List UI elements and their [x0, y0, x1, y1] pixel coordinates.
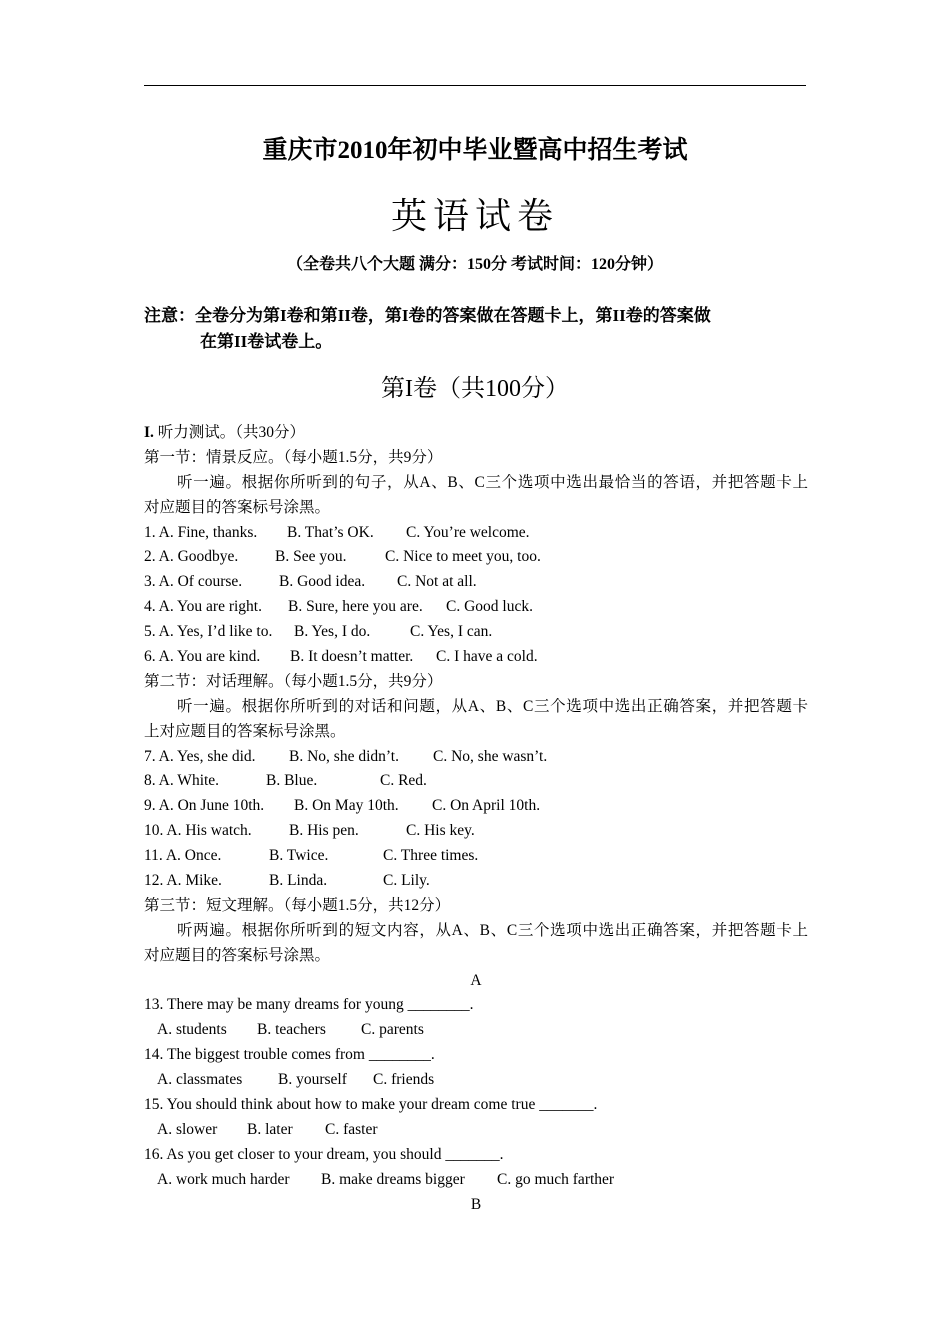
s2-heading: 第二节：对话理解。（每小题1.5分，共9分）: [144, 672, 443, 690]
option-c: C. friends: [373, 1071, 435, 1089]
option-c: C. Nice to meet you, too.: [385, 548, 541, 566]
section-heading: [144, 421, 808, 446]
question-row: [144, 844, 808, 869]
option-b: B. Blue.: [266, 772, 318, 790]
section-number: I.: [144, 424, 154, 441]
question-row: [144, 521, 808, 546]
option-b: B. Sure, here you are.: [288, 598, 423, 616]
question-row: [144, 570, 808, 595]
option-b: B. Good idea.: [279, 573, 366, 591]
question-options: [144, 1068, 808, 1093]
option-b: B. yourself: [278, 1071, 347, 1089]
exam-title: 重庆市2010年初中毕业暨高中招生考试: [262, 137, 688, 164]
option-a: 3. A. Of course.: [144, 573, 243, 591]
option-a: A. slower: [157, 1120, 218, 1138]
question-row: [144, 745, 808, 770]
subject-title: 英语试卷: [390, 196, 559, 236]
option-c: C. faster: [325, 1120, 378, 1138]
s1-instruction-2: 对应题目的答案标号涂黑。: [144, 498, 331, 516]
question-stem: 16. As you get closer to your dream, you should _______.: [144, 1145, 504, 1163]
option-b: B. Linda.: [269, 872, 328, 890]
option-a: 10. A. His watch.: [144, 822, 252, 840]
option-b: B. later: [247, 1120, 293, 1138]
section-title: 听力测试。（共30分）: [157, 424, 306, 441]
option-c: C. Good luck.: [446, 598, 533, 616]
option-a: 7. A. Yes, she did.: [144, 747, 256, 765]
option-b: B. His pen.: [289, 822, 359, 840]
question-options: [144, 1018, 808, 1043]
option-b: B. See you.: [275, 548, 347, 566]
option-a: 6. A. You are kind.: [144, 648, 261, 666]
question-row: [144, 545, 808, 570]
question-stem: 13. There may be many dreams for young ________.: [144, 996, 474, 1014]
option-c: C. Yes, I can.: [410, 623, 493, 641]
option-a: 5. A. Yes, I’d like to.: [144, 623, 273, 641]
passage-label-b: B: [470, 1195, 482, 1213]
question-row: [144, 620, 808, 645]
option-b: B. That’s OK.: [287, 523, 374, 541]
question-row: [144, 869, 808, 894]
option-c: C. Not at all.: [397, 573, 477, 591]
option-c: C. You’re welcome.: [406, 523, 530, 541]
s2-instruction-1: 听一遍。根据你所听到的对话和问题，从A、B、C三个选项中选出正确答案，并把答题卡: [177, 697, 808, 715]
option-a: A. students: [157, 1021, 227, 1039]
s3-heading: 第三节：短文理解。（每小题1.5分，共12分）: [144, 896, 451, 914]
option-c: C. I have a cold.: [436, 648, 538, 666]
option-b: B. No, she didn’t.: [289, 747, 399, 765]
option-c: C. Lily.: [383, 872, 430, 890]
question-row: [144, 769, 808, 794]
question-stem: 14. The biggest trouble comes from ________.: [144, 1046, 435, 1064]
question-options: [144, 1118, 808, 1143]
option-b: B. It doesn’t matter.: [290, 648, 414, 666]
option-c: C. On April 10th.: [432, 797, 541, 815]
option-a: 12. A. Mike.: [144, 872, 222, 890]
option-b: B. Yes, I do.: [294, 623, 371, 641]
notice: [144, 303, 809, 355]
option-a: 11. A. Once.: [144, 847, 222, 865]
part-title: 第I卷（共100分）: [381, 376, 569, 402]
notice-line-2: 在第II卷试卷上。: [200, 332, 333, 351]
notice-line-1: 注意：全卷分为第I卷和第II卷，第I卷的答案做在答题卡上，第II卷的答案做: [144, 306, 711, 325]
question-row: [144, 595, 808, 620]
option-c: C. parents: [361, 1021, 424, 1039]
s1-heading: 第一节：情景反应。（每小题1.5分，共9分）: [144, 448, 443, 466]
question-options: [144, 1168, 808, 1193]
s1-instruction-1: 听一遍。根据你所听到的句子，从A、B、C三个选项中选出最恰当的答语，并把答题卡上: [177, 473, 808, 491]
option-c: C. No, she wasn’t.: [433, 747, 548, 765]
option-a: A. classmates: [157, 1071, 243, 1089]
option-a: 8. A. White.: [144, 772, 220, 790]
listening-section: [144, 421, 808, 1218]
option-b: B. teachers: [257, 1021, 326, 1039]
option-a: A. work much harder: [157, 1170, 290, 1188]
option-b: B. Twice.: [269, 847, 329, 865]
option-c: C. Three times.: [383, 847, 479, 865]
option-c: C. Red.: [380, 772, 427, 790]
option-a: 9. A. On June 10th.: [144, 797, 265, 815]
question-stem: 15. You should think about how to make your dream come true _______.: [144, 1096, 598, 1114]
option-a: 1. A. Fine, thanks.: [144, 523, 258, 541]
exam-info: （全卷共八个大题 满分：150分 考试时间：120分钟）: [286, 256, 663, 273]
question-row: [144, 645, 808, 670]
question-row: [144, 819, 808, 844]
option-c: C. His key.: [406, 822, 475, 840]
s3-instruction-2: 对应题目的答案标号涂黑。: [144, 946, 331, 964]
option-c: C. go much farther: [497, 1170, 615, 1188]
option-b: B. On May 10th.: [294, 797, 399, 815]
option-a: 2. A. Goodbye.: [144, 548, 239, 566]
question-row: [144, 794, 808, 819]
passage-label-a: A: [470, 971, 482, 989]
option-b: B. make dreams bigger: [321, 1170, 465, 1188]
s2-instruction-2: 上对应题目的答案标号涂黑。: [144, 722, 346, 740]
s3-instruction-1: 听两遍。根据你所听到的短文内容，从A、B、C三个选项中选出正确答案，并把答题卡上: [177, 921, 808, 939]
top-rule: [144, 85, 806, 86]
option-a: 4. A. You are right.: [144, 598, 262, 616]
